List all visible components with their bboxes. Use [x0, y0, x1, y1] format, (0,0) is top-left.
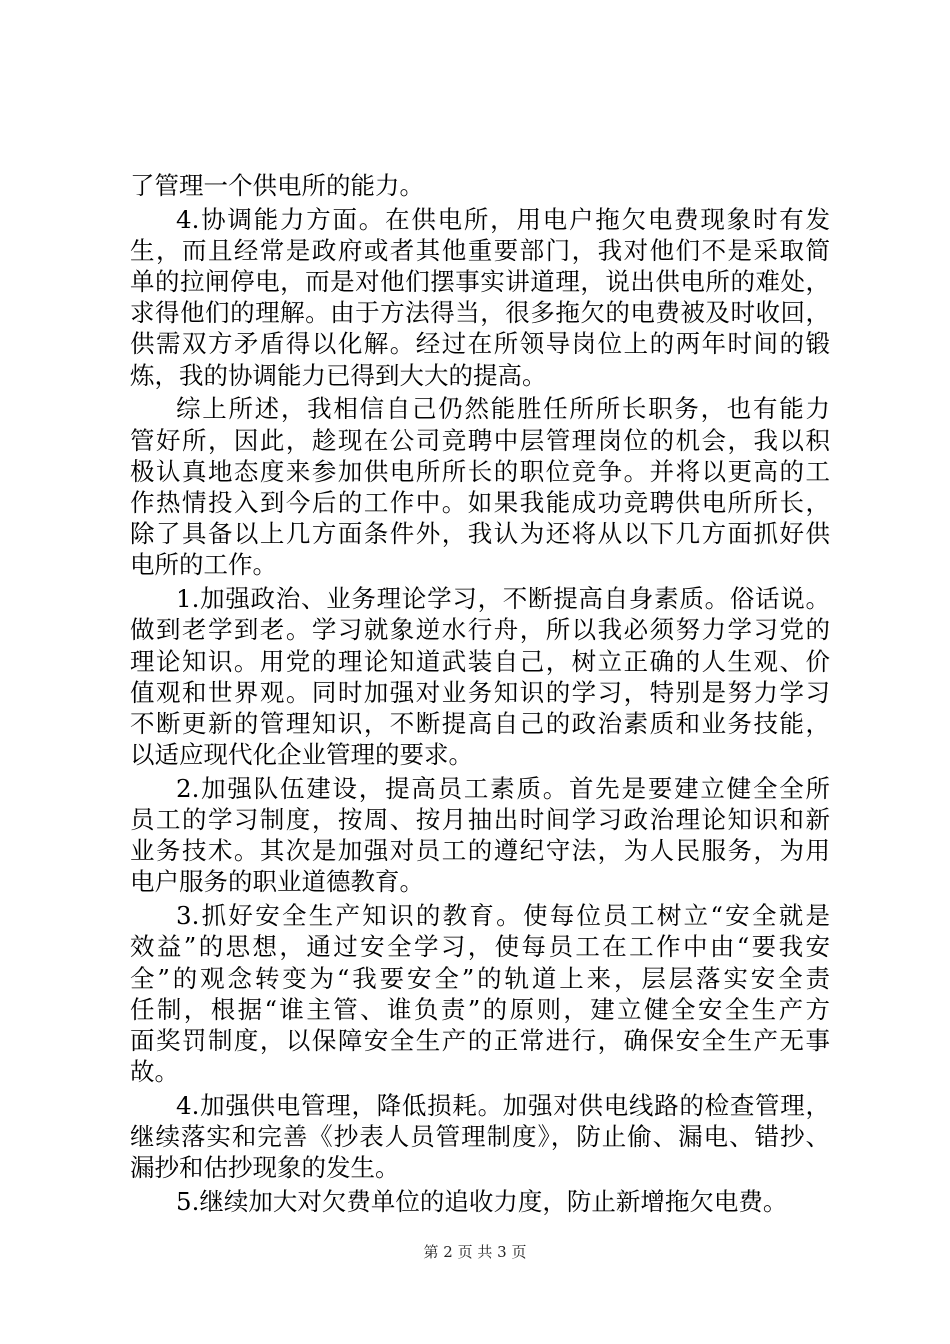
- text-line: 单的拉闸停电，而是对他们摆事实讲道理，说出供电所的难处，: [130, 267, 830, 296]
- text-line: 全”的观念转变为“我要安全”的轨道上来，层层落实安全责: [130, 964, 830, 993]
- text-line: 求得他们的理解。由于方法得当，很多拖欠的电费被及时收回，: [130, 298, 830, 327]
- text-line: 值观和世界观。同时加强对业务知识的学习，特别是努力学习: [130, 678, 830, 707]
- text-line: 效益”的思想，通过安全学习，使每员工在工作中由“要我安: [130, 932, 830, 961]
- text-line: 极认真地态度来参加供电所所长的职位竞争。并将以更高的工: [130, 457, 830, 486]
- text-line: 业务技术。其次是加强对员工的遵纪守法，为人民服务，为用: [130, 836, 830, 865]
- text-line: 管好所，因此，趁现在公司竞聘中层管理岗位的机会，我以积: [130, 426, 830, 455]
- text-line: 生，而且经常是政府或者其他重要部门，我对他们不是采取简: [130, 236, 830, 265]
- text-line: 员工的学习制度，按周、按月抽出时间学习政治理论知识和新: [130, 805, 830, 834]
- text-line: 1.加强政治、业务理论学习，不断提高自身素质。俗话说。: [176, 584, 830, 613]
- text-line: 理论知识。用党的理论知道武装自己，树立正确的人生观、价: [130, 647, 830, 676]
- text-line: 除了具备以上几方面条件外，我认为还将从以下几方面抓好供: [130, 519, 830, 548]
- text-line: 以适应现代化企业管理的要求。: [130, 740, 473, 769]
- page-footer: 第 2 页 共 3 页: [423, 1243, 527, 1261]
- text-line: 做到老学到老。学习就象逆水行舟，所以我必须努力学习党的: [130, 615, 830, 644]
- text-line: 供需双方矛盾得以化解。经过在所领导岗位上的两年时间的锻: [130, 329, 830, 358]
- text-line: 电户服务的职业道德教育。: [130, 867, 424, 896]
- text-line: 炼，我的协调能力已得到大大的提高。: [130, 361, 547, 390]
- text-line: 故。: [130, 1057, 179, 1086]
- text-line: 5.继续加大对欠费单位的追收力度，防止新增拖欠电费。: [176, 1187, 788, 1216]
- text-line: 电所的工作。: [130, 550, 277, 579]
- text-line: 了管理一个供电所的能力。: [130, 171, 424, 200]
- text-line: 4.加强供电管理，降低损耗。加强对供电线路的检查管理，: [176, 1091, 830, 1120]
- text-line: 2.加强队伍建设，提高员工素质。首先是要建立健全全所: [176, 774, 830, 803]
- text-line: 作热情投入到今后的工作中。如果我能成功竞聘供电所所长，: [130, 488, 830, 517]
- text-line: 漏抄和估抄现象的发生。: [130, 1153, 400, 1182]
- text-line: 4.协调能力方面。在供电所，用电户拖欠电费现象时有发: [176, 205, 830, 234]
- text-line: 继续落实和完善《抄表人员管理制度》，防止偷、漏电、错抄、: [130, 1122, 830, 1151]
- text-line: 3.抓好安全生产知识的教育。使每位员工树立“安全就是: [176, 901, 830, 930]
- text-line: 面奖罚制度，以保障安全生产的正常进行，确保安全生产无事: [130, 1026, 830, 1055]
- text-line: 综上所述，我相信自己仍然能胜任所所长职务，也有能力: [176, 394, 830, 423]
- text-line: 不断更新的管理知识，不断提高自己的政治素质和业务技能，: [130, 709, 830, 738]
- text-line: 任制，根据“谁主管、谁负责”的原则，建立健全安全生产方: [130, 995, 830, 1024]
